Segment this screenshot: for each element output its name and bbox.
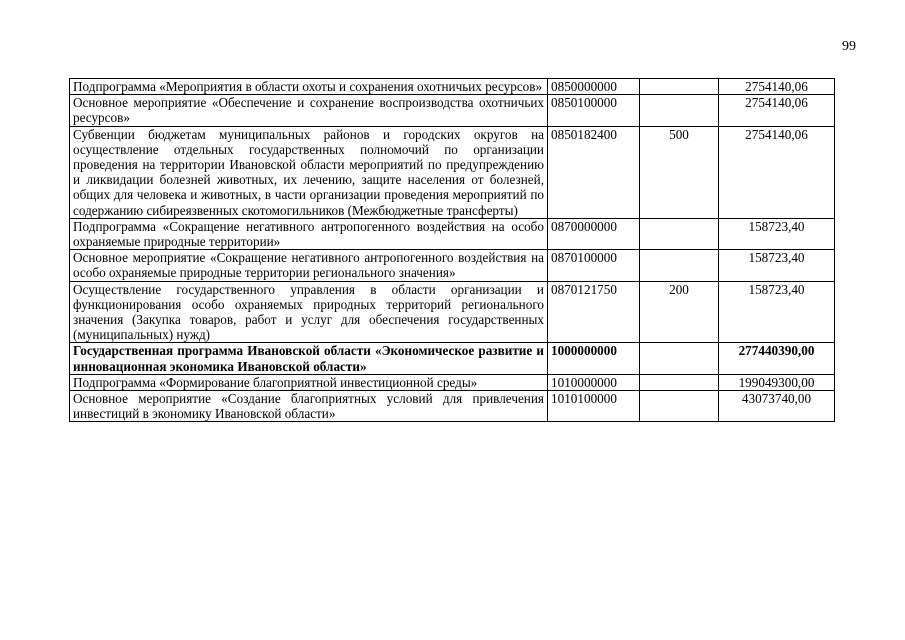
- row-name: Основное мероприятие «Создание благоприятных условий для привлечения инвестиций в экономику Ивановской области»: [70, 391, 548, 422]
- row-name: Подпрограмма «Мероприятия в области охоты и сохранения охотничьих ресурсов»: [70, 79, 548, 95]
- row-amount: 158723,40: [719, 218, 835, 249]
- row-name: Подпрограмма «Сокращение негативного антропогенного воздействия на особо охраняемые природные территории»: [70, 218, 548, 249]
- row-amount: 2754140,06: [719, 95, 835, 126]
- row-name: Государственная программа Ивановской области «Экономическое развитие и инновационная экономика Ивановской области»: [70, 343, 548, 374]
- row-name: Субвенции бюджетам муниципальных районов и городских округов на осуществление отдельных государственных полномочий по организации проведения на территории Ивановской области мероприятий по предупреждению и ликвидации болезней животных, их лечению, защите населения от болезней, общих для человека и животных, в части организации проведения мероприятий по содержанию сибиреязвенных скотомогильников (Межбюджетные трансферты): [70, 126, 548, 218]
- row-amount: 158723,40: [719, 281, 835, 343]
- row-expense-type: [640, 343, 719, 374]
- row-name: Осуществление государственного управления в области организации и функционирования особо охраняемых природных территорий регионального значения (Закупка товаров, работ и услуг для обеспечения государственных (муниципальных) нужд): [70, 281, 548, 343]
- row-target-code: 0850182400: [548, 126, 640, 218]
- row-expense-type: [640, 95, 719, 126]
- row-target-code: 1010000000: [548, 374, 640, 390]
- row-expense-type: 200: [640, 281, 719, 343]
- table-row: [70, 95, 835, 126]
- page-number: 99: [842, 39, 856, 54]
- row-amount: 158723,40: [719, 250, 835, 281]
- row-target-code: 1000000000: [548, 343, 640, 374]
- row-expense-type: [640, 218, 719, 249]
- table-row: [70, 391, 835, 422]
- row-expense-type: [640, 391, 719, 422]
- row-expense-type: [640, 250, 719, 281]
- table-row: [70, 218, 835, 249]
- row-target-code: 0870121750: [548, 281, 640, 343]
- row-amount: 43073740,00: [719, 391, 835, 422]
- row-amount: 277440390,00: [719, 343, 835, 374]
- table-row: [70, 126, 835, 218]
- row-amount: 2754140,06: [719, 126, 835, 218]
- row-name: Основное мероприятие «Сокращение негативного антропогенного воздействия на особо охраняемые природные территории регионального значения»: [70, 250, 548, 281]
- row-expense-type: [640, 79, 719, 95]
- table-row-program: [70, 343, 835, 374]
- budget-table: [69, 78, 835, 422]
- row-target-code: 0870100000: [548, 250, 640, 281]
- row-name: Подпрограмма «Формирование благоприятной инвестиционной среды»: [70, 374, 548, 390]
- table-row: [70, 250, 835, 281]
- table-row: [70, 281, 835, 343]
- row-target-code: 0850100000: [548, 95, 640, 126]
- row-expense-type: 500: [640, 126, 719, 218]
- table-row: [70, 79, 835, 95]
- table-row: [70, 374, 835, 390]
- budget-table-body: [70, 79, 835, 422]
- row-target-code: 1010100000: [548, 391, 640, 422]
- row-target-code: 0870000000: [548, 218, 640, 249]
- row-expense-type: [640, 374, 719, 390]
- row-target-code: 0850000000: [548, 79, 640, 95]
- row-amount: 199049300,00: [719, 374, 835, 390]
- row-name: Основное мероприятие «Обеспечение и сохранение воспроизводства охотничьих ресурсов»: [70, 95, 548, 126]
- row-amount: 2754140,06: [719, 79, 835, 95]
